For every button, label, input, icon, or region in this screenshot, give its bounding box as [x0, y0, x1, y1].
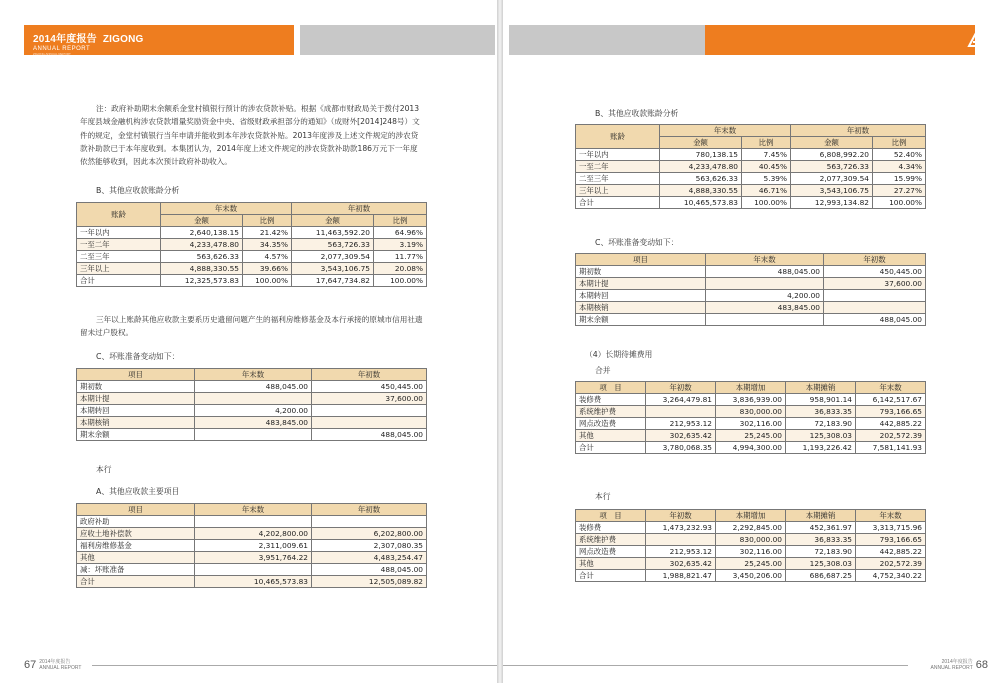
cell-beg-amt: 12,993,134.82: [791, 197, 873, 209]
col-header-begin: 年初数: [646, 382, 716, 394]
row-label: 系统维护费: [576, 534, 646, 546]
row-label: 福利房维修基金: [77, 540, 195, 552]
cell-add: 830,000.00: [716, 534, 786, 546]
footer-label: 2014年度报告: [39, 659, 71, 665]
row-label: 系统维护费: [576, 406, 646, 418]
brand-logo-icon: [966, 28, 988, 50]
cell-end: [195, 516, 312, 528]
col-header-begin: 年初数: [824, 254, 926, 266]
cell-begin: 6,202,800.00: [312, 528, 427, 540]
cell-end: [195, 393, 312, 405]
cell-begin: 3,780,068.35: [646, 442, 716, 454]
table-row: [576, 314, 926, 326]
header-grey-bar: [300, 25, 495, 55]
table-row: [576, 394, 926, 406]
aging-section-title: B、其他应收款账龄分析: [595, 109, 679, 118]
cell-end: [706, 314, 824, 326]
cell-end: 4,200.00: [195, 405, 312, 417]
table-row: [576, 522, 926, 534]
page-number: 67: [24, 659, 37, 671]
cell-add: 4,994,300.00: [716, 442, 786, 454]
row-label: 三年以上: [576, 185, 660, 197]
col-header-end: 年末数: [195, 369, 312, 381]
page-footer: [931, 659, 988, 671]
cell-beg-amt: 3,543,106.75: [791, 185, 873, 197]
cell-beg-amt: 2,077,309.54: [791, 173, 873, 185]
cell-beg-pct: 20.08%: [374, 263, 427, 275]
row-label: 期末余额: [77, 429, 195, 441]
cell-begin: 450,445.00: [312, 381, 427, 393]
cell-beg-pct: 27.27%: [873, 185, 926, 197]
col-header-ratio: 比例: [873, 137, 926, 149]
cell-end-amt: 780,138.15: [660, 149, 742, 161]
col-header-item: 项目: [77, 369, 195, 381]
cell-end-amt: 10,465,573.83: [660, 197, 742, 209]
col-header-begin: 年初数: [791, 125, 926, 137]
reserve-section-title: C、坏账准备变动如下：: [595, 238, 679, 247]
cell-add: 302,116.00: [716, 546, 786, 558]
row-label: 应收土地补偿款: [77, 528, 195, 540]
cell-end: 6,142,517.67: [856, 394, 926, 406]
row-label: 本期计提: [576, 278, 706, 290]
cell-end-amt: 12,325,573.83: [161, 275, 243, 287]
footer-rule: [503, 665, 908, 666]
right-page: [503, 0, 1000, 683]
table-row: [576, 149, 926, 161]
cell-begin: 212,953.12: [646, 546, 716, 558]
col-header-item: 项目: [576, 254, 706, 266]
cell-amort: 958,901.14: [786, 394, 856, 406]
table-row: [77, 564, 427, 576]
cell-end-amt: 4,233,478.80: [161, 239, 243, 251]
bank-label: 本行: [96, 465, 112, 474]
footer-label-en: ANNUAL REPORT: [930, 665, 973, 671]
cell-end-amt: 563,626.33: [660, 173, 742, 185]
cell-begin: 37,600.00: [824, 278, 926, 290]
reserve-section-title: C、坏账准备变动如下：: [96, 352, 180, 361]
cell-end: 7,581,141.93: [856, 442, 926, 454]
cell-end-pct: 4.57%: [243, 251, 292, 263]
cell-amort: 72,183.90: [786, 418, 856, 430]
cell-end-pct: 34.35%: [243, 239, 292, 251]
col-header-end: 年末数: [195, 504, 312, 516]
table-row: [77, 516, 427, 528]
cell-begin: 4,483,254.47: [312, 552, 427, 564]
row-label: 期初数: [77, 381, 195, 393]
cell-beg-amt: 3,543,106.75: [292, 263, 374, 275]
table-row: [576, 290, 926, 302]
cell-begin: [824, 302, 926, 314]
row-label: 本期核销: [77, 417, 195, 429]
col-header-begin: 年初数: [312, 369, 427, 381]
table-row: [576, 558, 926, 570]
page-footer: [24, 659, 81, 671]
cell-begin: [646, 534, 716, 546]
row-label: 减：坏账准备: [77, 564, 195, 576]
cell-begin: 302,635.42: [646, 430, 716, 442]
cell-beg-pct: 11.77%: [374, 251, 427, 263]
major-items-table: [76, 503, 427, 588]
cell-begin: 37,600.00: [312, 393, 427, 405]
cell-end-pct: 5.39%: [742, 173, 791, 185]
three-year-paragraph: 三年以上账龄其他应收款主要系历史遗留问题产生的福利房维修基金及本行承接的原城市信用社遗留未过户股权。: [80, 315, 423, 338]
row-label: 二至三年: [77, 251, 161, 263]
cell-begin: 488,045.00: [824, 314, 926, 326]
row-label: 其他: [576, 558, 646, 570]
deferred-bank-table: [575, 509, 926, 582]
row-label: 一年以内: [77, 227, 161, 239]
table-row: [576, 546, 926, 558]
note-paragraph: 注：政府补助期末余额系金堂村镇银行预计的涉农贷款补贴。根据《成都市财政局关于拨付2013年度县域金融机构涉农贷款增量奖励资金中央、省级财政承担部分的通知》（成财外[2014]248号）文件的规定，金堂村镇银行当年申请并能收到本年涉农贷款补贴。2013年度涉及上述文件规定的涉农贷款补助款已于本年度收到。本集团认为，2014年度上述文件规定的涉农贷款补助款186万元下一年度依然能够收到，因此本次预计政府补助收入。: [80, 104, 420, 167]
major-items-section-title: A、其他应收款主要项目: [96, 487, 180, 496]
col-header-item: 项 目: [576, 510, 646, 522]
col-header-begin: 年初数: [312, 504, 427, 516]
cell-beg-pct: 4.34%: [873, 161, 926, 173]
deferred-section-title: （4）长期待摊费用: [585, 350, 653, 359]
row-label: 期初数: [576, 266, 706, 278]
row-label: 一至二年: [576, 161, 660, 173]
cell-end-pct: 100.00%: [742, 197, 791, 209]
row-label: 合计: [576, 197, 660, 209]
bank-label: 本行: [595, 492, 611, 501]
aging-table: [76, 202, 427, 287]
col-header-account: 账龄: [77, 203, 161, 227]
footer-label-en: ANNUAL REPORT: [39, 665, 82, 671]
col-header-item: 项目: [77, 504, 195, 516]
row-label: 政府补助: [77, 516, 195, 528]
cell-add: 3,450,206.00: [716, 570, 786, 582]
cell-end: 4,752,340.22: [856, 570, 926, 582]
cell-add: 302,116.00: [716, 418, 786, 430]
aging-section-title: B、其他应收款账龄分析: [96, 186, 180, 195]
col-header-item: 项 目: [576, 382, 646, 394]
table-row: [77, 227, 427, 239]
table-row: [77, 417, 427, 429]
cell-end: 793,166.65: [856, 406, 926, 418]
row-label: 本期计提: [77, 393, 195, 405]
cell-begin: 212,953.12: [646, 418, 716, 430]
cell-beg-pct: 100.00%: [374, 275, 427, 287]
cell-end: 2,311,009.61: [195, 540, 312, 552]
cell-end-amt: 4,888,330.55: [161, 263, 243, 275]
table-row: [576, 570, 926, 582]
cell-end: 3,313,715.96: [856, 522, 926, 534]
table-row: [77, 239, 427, 251]
cell-end: [195, 564, 312, 576]
cell-end: 793,166.65: [856, 534, 926, 546]
col-header-account: 账龄: [576, 125, 660, 149]
cell-beg-amt: 563,726.33: [791, 161, 873, 173]
row-label: 本期转回: [77, 405, 195, 417]
row-label: 本期核销: [576, 302, 706, 314]
col-header-amount: 金额: [791, 137, 873, 149]
table-row: [576, 302, 926, 314]
cell-end-pct: 21.42%: [243, 227, 292, 239]
cell-beg-amt: 2,077,309.54: [292, 251, 374, 263]
cell-begin: 450,445.00: [824, 266, 926, 278]
row-label: 网点改造费: [576, 418, 646, 430]
cell-begin: [646, 406, 716, 418]
col-header-end: 年末数: [856, 510, 926, 522]
cell-beg-pct: 100.00%: [873, 197, 926, 209]
cell-begin: [824, 290, 926, 302]
cell-end: 4,202,800.00: [195, 528, 312, 540]
consolidated-label: 合并: [595, 366, 611, 375]
cell-end-amt: 4,888,330.55: [660, 185, 742, 197]
cell-beg-amt: 563,726.33: [292, 239, 374, 251]
report-title: 2014年度报告: [33, 34, 97, 45]
row-label: 装修费: [576, 394, 646, 406]
table-row: [576, 173, 926, 185]
col-header-end: 年末数: [161, 203, 292, 215]
cell-amort: 452,361.97: [786, 522, 856, 534]
col-header-add: 本期增加: [716, 382, 786, 394]
cell-amort: 686,687.25: [786, 570, 856, 582]
cell-begin: 2,307,080.35: [312, 540, 427, 552]
cell-end: 442,885.22: [856, 418, 926, 430]
table-row: [576, 534, 926, 546]
footer-rule: [92, 665, 497, 666]
cell-begin: [312, 516, 427, 528]
cell-amort: 72,183.90: [786, 546, 856, 558]
row-label: 合计: [576, 570, 646, 582]
row-label: 其他: [77, 552, 195, 564]
table-row: [77, 251, 427, 263]
report-subtitle: ANNUAL REPORT: [33, 46, 91, 52]
table-row: [576, 197, 926, 209]
row-label: 合计: [77, 275, 161, 287]
cell-end: 483,845.00: [195, 417, 312, 429]
table-row: [576, 418, 926, 430]
cell-end-pct: 40.45%: [742, 161, 791, 173]
row-label: 本期转回: [576, 290, 706, 302]
row-label: 装修费: [576, 522, 646, 534]
cell-begin: 3,264,479.81: [646, 394, 716, 406]
cell-add: 830,000.00: [716, 406, 786, 418]
table-row: [77, 275, 427, 287]
table-row: [77, 576, 427, 588]
col-header-end: 年末数: [660, 125, 791, 137]
row-label: 一至二年: [77, 239, 161, 251]
table-row: [77, 393, 427, 405]
cell-end: 3,951,764.22: [195, 552, 312, 564]
deferred-consolidated-table: [575, 381, 926, 454]
cell-end: 10,465,573.83: [195, 576, 312, 588]
row-label: 期末余额: [576, 314, 706, 326]
table-row: [77, 381, 427, 393]
col-header-begin: 年初数: [646, 510, 716, 522]
cell-begin: 1,988,821.47: [646, 570, 716, 582]
left-page: [0, 0, 497, 683]
cell-beg-pct: 3.19%: [374, 239, 427, 251]
col-header-ratio: 比例: [742, 137, 791, 149]
cell-begin: 488,045.00: [312, 564, 427, 576]
cell-amort: 36,833.35: [786, 406, 856, 418]
cell-begin: 302,635.42: [646, 558, 716, 570]
cell-begin: [312, 405, 427, 417]
col-header-ratio: 比例: [243, 215, 292, 227]
row-label: 三年以上: [77, 263, 161, 275]
col-header-amount: 金额: [292, 215, 374, 227]
col-header-end: 年末数: [706, 254, 824, 266]
cell-amort: 1,193,226.42: [786, 442, 856, 454]
table-row: [576, 430, 926, 442]
cell-beg-pct: 15.99%: [873, 173, 926, 185]
table-row: [77, 429, 427, 441]
col-header-amount: 金额: [660, 137, 742, 149]
cell-end: 488,045.00: [195, 381, 312, 393]
cell-begin: [312, 417, 427, 429]
report-subtitle-small: ZIGONG ANNUAL REPORT: [33, 52, 71, 56]
row-label: 其他: [576, 430, 646, 442]
table-row: [77, 405, 427, 417]
table-row: [576, 406, 926, 418]
table-row: [576, 278, 926, 290]
cell-end: [706, 278, 824, 290]
table-row: [576, 185, 926, 197]
cell-beg-pct: 52.40%: [873, 149, 926, 161]
col-header-begin: 年初数: [292, 203, 427, 215]
cell-end: 202,572.39: [856, 430, 926, 442]
col-header-amort: 本期摊销: [786, 510, 856, 522]
cell-beg-pct: 64.96%: [374, 227, 427, 239]
cell-end-pct: 46.71%: [742, 185, 791, 197]
table-row: [77, 528, 427, 540]
cell-add: 2,292,845.00: [716, 522, 786, 534]
cell-amort: 125,308.03: [786, 558, 856, 570]
cell-end: [195, 429, 312, 441]
cell-end: 202,572.39: [856, 558, 926, 570]
reserve-table: [575, 253, 926, 326]
cell-begin: 1,473,232.93: [646, 522, 716, 534]
header-orange-bar: [705, 25, 975, 55]
row-label: 一年以内: [576, 149, 660, 161]
col-header-ratio: 比例: [374, 215, 427, 227]
col-header-end: 年末数: [856, 382, 926, 394]
footer-label: 2014年度报告: [941, 659, 973, 665]
col-header-amort: 本期摊销: [786, 382, 856, 394]
cell-end: 483,845.00: [706, 302, 824, 314]
row-label: 二至三年: [576, 173, 660, 185]
cell-end-pct: 7.45%: [742, 149, 791, 161]
cell-begin: 488,045.00: [312, 429, 427, 441]
table-row: [576, 442, 926, 454]
table-row: [576, 161, 926, 173]
reserve-table: [76, 368, 427, 441]
cell-beg-amt: 17,647,734.82: [292, 275, 374, 287]
cell-beg-amt: 11,463,592.20: [292, 227, 374, 239]
page-number: 68: [975, 659, 988, 671]
table-row: [77, 263, 427, 275]
cell-end: 488,045.00: [706, 266, 824, 278]
report-logo: [33, 30, 144, 56]
table-row: [77, 552, 427, 564]
cell-end-pct: 39.66%: [243, 263, 292, 275]
header-grey-bar: [509, 25, 705, 55]
aging-table: [575, 124, 926, 209]
table-row: [77, 540, 427, 552]
cell-end-amt: 563,626.33: [161, 251, 243, 263]
cell-add: 25,245.00: [716, 558, 786, 570]
cell-beg-amt: 6,808,992.20: [791, 149, 873, 161]
col-header-add: 本期增加: [716, 510, 786, 522]
report-city: ZIGONG: [102, 34, 144, 45]
table-row: [576, 266, 926, 278]
cell-begin: 12,505,089.82: [312, 576, 427, 588]
cell-add: 25,245.00: [716, 430, 786, 442]
cell-end-amt: 4,233,478.80: [660, 161, 742, 173]
cell-end-pct: 100.00%: [243, 275, 292, 287]
row-label: 合计: [77, 576, 195, 588]
cell-end-amt: 2,640,138.15: [161, 227, 243, 239]
cell-amort: 36,833.35: [786, 534, 856, 546]
cell-amort: 125,308.03: [786, 430, 856, 442]
row-label: 合计: [576, 442, 646, 454]
cell-add: 3,836,939.00: [716, 394, 786, 406]
col-header-amount: 金额: [161, 215, 243, 227]
cell-end: 4,200.00: [706, 290, 824, 302]
row-label: 网点改造费: [576, 546, 646, 558]
cell-end: 442,885.22: [856, 546, 926, 558]
